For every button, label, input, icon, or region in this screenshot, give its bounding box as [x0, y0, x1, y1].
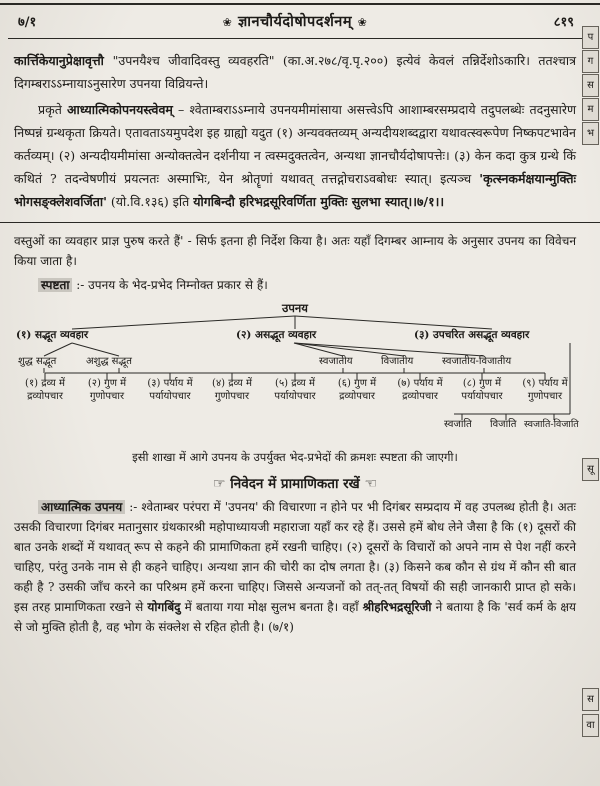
- tree-leaf: (७) पर्याय में द्रव्योपचार: [397, 378, 443, 402]
- adhyatmik-upanaya-label: आध्यात्मिक उपनय: [38, 500, 125, 514]
- tree-node-shuddha-sadbhuta: शुद्ध सद्भूत: [18, 356, 57, 367]
- spashtata-line: [14, 275, 576, 295]
- page-title-text: ज्ञानचौर्यदोषोपदर्शनम्: [237, 13, 353, 30]
- tree-node-asadbhuta: (२) असद्भूत व्यवहार: [236, 329, 317, 341]
- tree-leaf: (६) गुण में द्रव्योपचार: [337, 378, 377, 402]
- sanskrit-commentary: [14, 49, 576, 213]
- margin-tab: स: [582, 688, 599, 711]
- margin-tab: भ: [582, 122, 599, 145]
- pointing-hand-right-icon: ☞: [213, 476, 226, 492]
- tree-node-svajatiya-vijatiya: स्वजातीय-विजातीय: [442, 356, 512, 367]
- margin-tab: म: [582, 98, 599, 121]
- tree-caption: इसी शाखा में आगे उपनय के उपर्युक्त भेद-प्रभेदों की क्रमशः स्पष्टता की जाएगी।: [132, 450, 458, 464]
- hindi-text: :- श्वेताम्बर परंपरा में 'उपनय' की विचारणा न होने पर भी दिगंबर सम्प्रदाय में वह उपलब्ध होती है। अतः उसकी विचारणा दिगंबर मतानुसार ग्रंथकारश्री महोपाध्यायजी महाराजा यहाँ कर रहे हैं। उससे हमें बोध लेने जैसा है कि (१) दूसरों की बात उनके शब्दों में यथावत् रूप से कहने की प्रामाणिकता हमें रखनी चाहिए। (२) दूसरों के विचारों को अपने नाम से पेश नहीं करने चाहिए, परंतु उनके नाम से ही कहने चाहिए। अन्यथा ज्ञान की चोरी का दोष लगता है। (३) किसने कब कौन से ग्रंथ में कौन सी बात कही है ? उसकी जाँच करने का परिश्रम हमें करना चाहिए। जिससे अन्यजनों को तत्-तत् विषयों की सही जानकारी प्राप्त हो सके। इस तरह प्रामाणिकता रखने से: [14, 500, 576, 614]
- sanskrit-paragraph: [14, 49, 576, 95]
- adhyatmik-upanaya-paragraph: [14, 497, 576, 637]
- hindi-text: ने बताया है कि 'सर्व कर्म के क्षय से जो मुक्ति होती है, वह भोग के संक्लेश से रहित होती है। (७/१): [14, 600, 576, 634]
- tree-leaf: (१) द्रव्य में द्रव्योपचार: [25, 378, 65, 402]
- tree-leaf: (८) गुण में पर्यायोपचार: [461, 378, 503, 402]
- margin-tab: वा: [582, 714, 599, 737]
- page-header: [18, 11, 574, 31]
- tree-node-svajatiya: स्वजातीय: [319, 356, 353, 367]
- tree-bottom-vijati: विजाति: [490, 419, 517, 430]
- tree-leaf: (५) द्रव्य में पर्यायोपचार: [274, 378, 316, 402]
- hindi-text: में बताया गया मोक्ष सुलभ बनता है। वहाँ: [180, 600, 363, 614]
- tree-bottom-svajati: स्वजाति: [444, 419, 472, 430]
- tree-leaf: (३) पर्याय में पर्यायोपचार: [147, 378, 193, 402]
- floral-ornament-icon: ❀: [222, 16, 233, 29]
- tree-node-vijatiya: विजातीय: [381, 356, 414, 367]
- tree-node-sadbhuta: (१) सद्भूत व्यवहार: [16, 329, 89, 341]
- spashtata-text: :- उपनय के भेद-प्रभेद निम्नोक्त प्रकार से हैं।: [72, 278, 268, 292]
- spashtata-label: स्पष्टता: [38, 278, 72, 292]
- sanskrit-text: (यो.वि.१३६) इति: [106, 194, 194, 209]
- pointing-hand-left-icon: ☜: [364, 476, 377, 492]
- yogbindu-reference: योगबिंदु: [147, 600, 181, 614]
- haribhadrasuri-reference: श्रीहरिभद्रसूरिजी: [362, 600, 432, 614]
- hindi-paragraph: वस्तुओं का व्यवहार प्राज्ञ पुरुष करते हैं' - सिर्फ इतना ही निर्देश किया है। अतः यहाँ दिगम्बर आम्नाय के अनुसार उपनय का विवेचन किया जाता है।: [14, 234, 576, 268]
- margin-tab: सू: [582, 458, 599, 481]
- tree-leaf: (४) द्रव्य में गुणोपचार: [212, 378, 252, 402]
- margin-tab: ग: [582, 50, 599, 73]
- sanskrit-text-bold: योगबिन्दौ हरिभद्रसूरिवर्णिता मुक्तिः सुलभा स्यात्।।७/१।।: [193, 194, 445, 209]
- margin-tab: स: [582, 74, 599, 97]
- floral-ornament-icon: ❀: [357, 16, 368, 29]
- section-heading: [14, 474, 576, 492]
- sanskrit-text: प्रकृते: [38, 102, 68, 117]
- page-content: [14, 46, 579, 637]
- sanskrit-text: "उपनयैश्च जीवादिवस्तु व्यवहरति" (का.अ.२७८/वृ.पृ.२००) इत्येवं केवलं तन्निर्देशोऽकारि। ततश्चात्र दिगम्बराऽऽम्नायाऽनुसारेण उपनया विव्रियन्ते।: [14, 53, 576, 91]
- sanskrit-paragraph: [14, 98, 576, 213]
- hindi-translation: [14, 231, 576, 295]
- upanaya-tree-diagram: [14, 301, 579, 442]
- tree-leaf: (२) गुण में गुणोपचार: [87, 378, 127, 402]
- tree-node-ashuddha-sadbhuta: अशुद्ध सद्भूत: [86, 356, 132, 367]
- tree-root-upanaya: उपनय: [282, 301, 308, 315]
- sanskrit-text: – श्वेताम्बराऽऽम्नाये उपनयमीमांसाया असत्त्वेऽपि आशाम्बरसम्प्रदाये तदुपलब्धेः तदनुसारेण निष्पन्नं ग्रन्थकृता क्रियते। एतावताऽयमुपदेश इह ग्राह्यो यदुत (१) अन्यवक्तव्यम् अन्यदीयशब्दद्वारा यथावत्स्वरूपेण निष्कपटभावेन कर्तव्यम्। (२) अन्यदीयमीमांसा अन्योक्तत्वेन दर्शनीया न त्वस्मदुक्तत्वेन, अन्यथा ज्ञानचौर्यदोषापत्तेः। (३) केन कदा कुत्र ग्रन्थे किं कथितं ? तदन्वेषणीयं प्रयत्नतः अस्माभिः, येन श्रोतॄणां यथावत् तत्तद्गोचराऽवबोधः स्यात्। इत्यञ्च: [14, 102, 576, 186]
- quoted-verse: 'कृत्स्नकर्मक्षयान्मुक्तिः भोगसङ्क्लेशवर्जिता': [14, 171, 576, 209]
- header-rule: [8, 38, 584, 39]
- margin-tab: प: [582, 26, 599, 49]
- source-title: कार्त्तिकेयानुप्रेक्षावृत्तौ: [14, 53, 113, 68]
- section-heading-text: निवेदन में प्रामाणिकता रखें: [230, 476, 360, 492]
- top-border-rule: [0, 3, 600, 5]
- tree-bottom-svajati-vijati: स्वजाति-विजाति: [524, 419, 579, 430]
- sanskrit-text-bold: आध्यात्मिकोपनयस्त्वेवम्: [67, 102, 173, 117]
- tree-node-upacharita-asadbhuta: (३) उपचरित असद्भूत व्यवहार: [414, 329, 530, 341]
- chapter-verse-number: ७/१: [18, 15, 37, 30]
- page-title: [223, 11, 368, 31]
- tree-leaf: (९) पर्याय में गुणोपचार: [522, 378, 568, 402]
- section-divider-rule: [0, 222, 600, 223]
- page-number: ८१९: [553, 15, 574, 30]
